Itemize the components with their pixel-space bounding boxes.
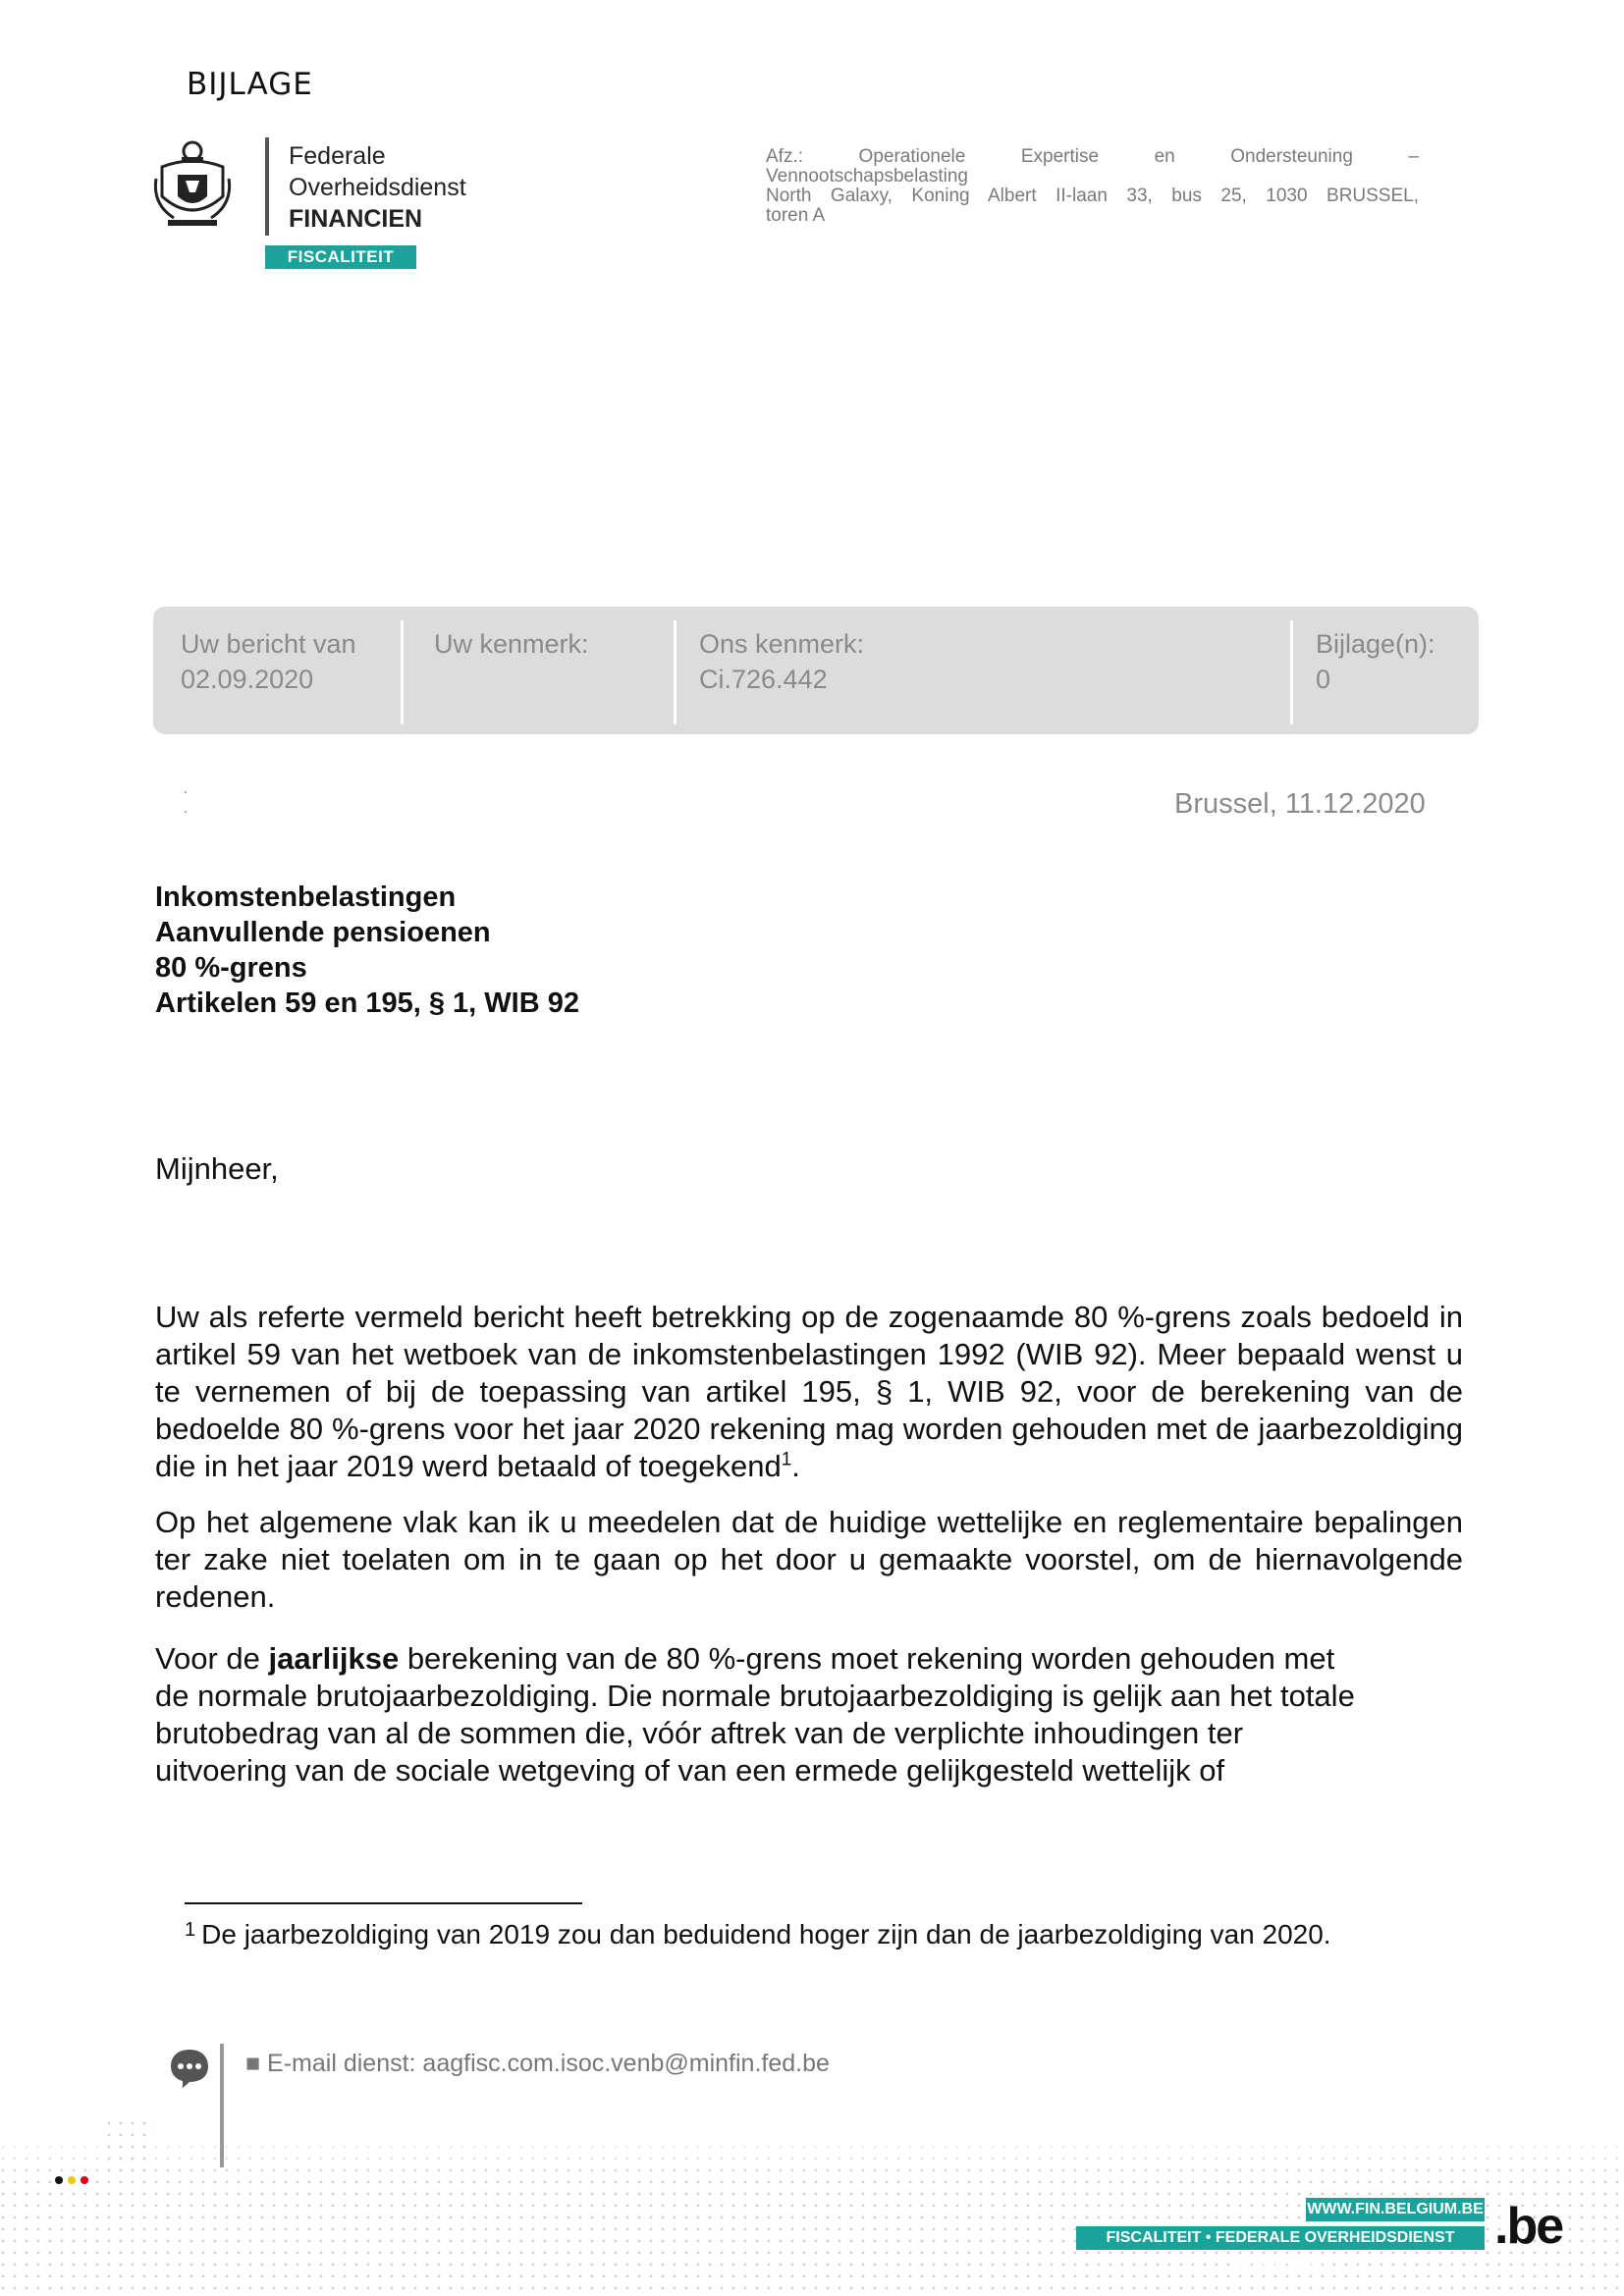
body-paragraph-3 (155, 1640, 1463, 1789)
salutation: Mijnheer, (155, 1151, 279, 1186)
fiscaliteit-badge: FISCALITEIT (265, 245, 416, 269)
your-reference-field (434, 626, 589, 662)
logo-line-2: Overheidsdienst (289, 174, 466, 201)
reference-divider (401, 620, 404, 724)
sender-address (766, 147, 1419, 226)
subject-line: 80 %-grens (155, 952, 307, 984)
our-reference-field (699, 626, 864, 697)
reference-divider (674, 620, 677, 724)
emphasis: jaarlijkse (268, 1641, 400, 1676)
your-message-field (181, 626, 356, 697)
margin-marks (185, 791, 188, 821)
logo-line-3: FINANCIEN (289, 205, 423, 233)
annexes-field (1316, 626, 1435, 697)
annexes-value: 0 (1316, 665, 1331, 694)
sender-line: Vennootschapsbelasting (766, 166, 968, 187)
paragraph-text: Uw als referte vermeld bericht heeft betrekking op de zogenaamde 80 %-grens zoals bedoeld in artikel 59 van het wetboek van de inkomstenbelastingen 1992 (WIB 92). Meer bepaald wenst u te vernemen of bij de toepassing van artikel 195, § 1, WIB 92, voor de berekening van de bedoelde 80 %-grens voor het jaar 2020 rekening mag worden gehouden met de jaarbezoldiging die in het jaar 2019 werd betaald of toegekend (155, 1300, 1463, 1483)
subject-line: Inkomstenbelastingen (155, 881, 457, 913)
annexes-label: Bijlage(n): (1316, 629, 1435, 659)
paragraph-line: Voor de jaarlijkse berekening van de 80 %-grens moet rekening worden gehouden met (155, 1641, 1335, 1676)
belgian-flag-dots (55, 2171, 93, 2189)
your-message-value: 02.09.2020 (181, 665, 314, 694)
website-badge[interactable]: WWW.FIN.BELGIUM.BE (1306, 2198, 1485, 2221)
footnote-separator (185, 1902, 582, 1904)
paragraph-end: . (791, 1449, 800, 1483)
paragraph-line: de normale brutojaarbezoldiging. Die normale brutojaarbezoldiging is gelijk aan het totale (155, 1679, 1355, 1713)
logo-divider (265, 137, 269, 236)
reference-box (153, 607, 1479, 734)
logo-line-1: Federale (289, 142, 386, 170)
subject-line: Aanvullende pensioenen (155, 917, 491, 948)
your-message-label: Uw bericht van (181, 629, 356, 659)
our-reference-value: Ci.726.442 (699, 665, 828, 694)
reference-divider (1290, 620, 1293, 724)
logo-wordmark (289, 140, 466, 235)
sender-line: toren A (766, 205, 826, 226)
our-reference-label: Ons kenmerk: (699, 629, 865, 659)
belgian-crest-icon (152, 135, 233, 234)
chat-bubble-icon (169, 2048, 210, 2089)
subject-block (155, 880, 579, 1021)
flag-dot-red (81, 2176, 88, 2184)
place-date: Brussel, 11.12.2020 (1174, 788, 1426, 820)
your-reference-label: Uw kenmerk: (434, 629, 589, 659)
annex-label: BIJLAGE (187, 67, 313, 102)
body-paragraph-1 (155, 1299, 1463, 1485)
service-email[interactable]: ■ E-mail dienst: aagfisc.com.isoc.venb@minfin.fed.be (245, 2050, 830, 2077)
paragraph-line: uitvoering van de sociale wetgeving of van een ermede gelijkgesteld wettelijk of (155, 1753, 1225, 1788)
paragraph-line: brutobedrag van al de sommen die, vóór aftrek van de verplichte inhoudingen ter (155, 1716, 1244, 1750)
sender-line: North Galaxy, Koning Albert II-laan 33, bus 25, 1030 BRUSSEL, (766, 186, 1419, 206)
department-badge: FISCALITEIT • FEDERALE OVERHEIDSDIENST FINANCIEN (1076, 2226, 1485, 2250)
body-paragraph-2: Op het algemene vlak kan ik u meedelen dat de huidige wettelijke en reglementaire bepalingen ter zake niet toelaten om in te gaan op het door u gemaakte voorstel, om de hiernavolgende redenen. (155, 1505, 1463, 1614)
flag-dot-yellow (68, 2176, 76, 2184)
footnote-reference[interactable]: 1 (781, 1449, 792, 1470)
footnote-text: De jaarbezoldiging van 2019 zou dan beduidend hoger zijn dan de jaarbezoldiging van 2020. (201, 1919, 1331, 1949)
be-logo: .be (1494, 2198, 1563, 2255)
footnote-number: 1 (185, 1919, 196, 1941)
footnote (185, 1919, 1331, 1950)
subject-line: Artikelen 59 en 195, § 1, WIB 92 (155, 988, 579, 1019)
flag-dot-black (55, 2176, 63, 2184)
sender-line: Afz.: Operationele Expertise en Ondersteuning – (766, 146, 1419, 167)
